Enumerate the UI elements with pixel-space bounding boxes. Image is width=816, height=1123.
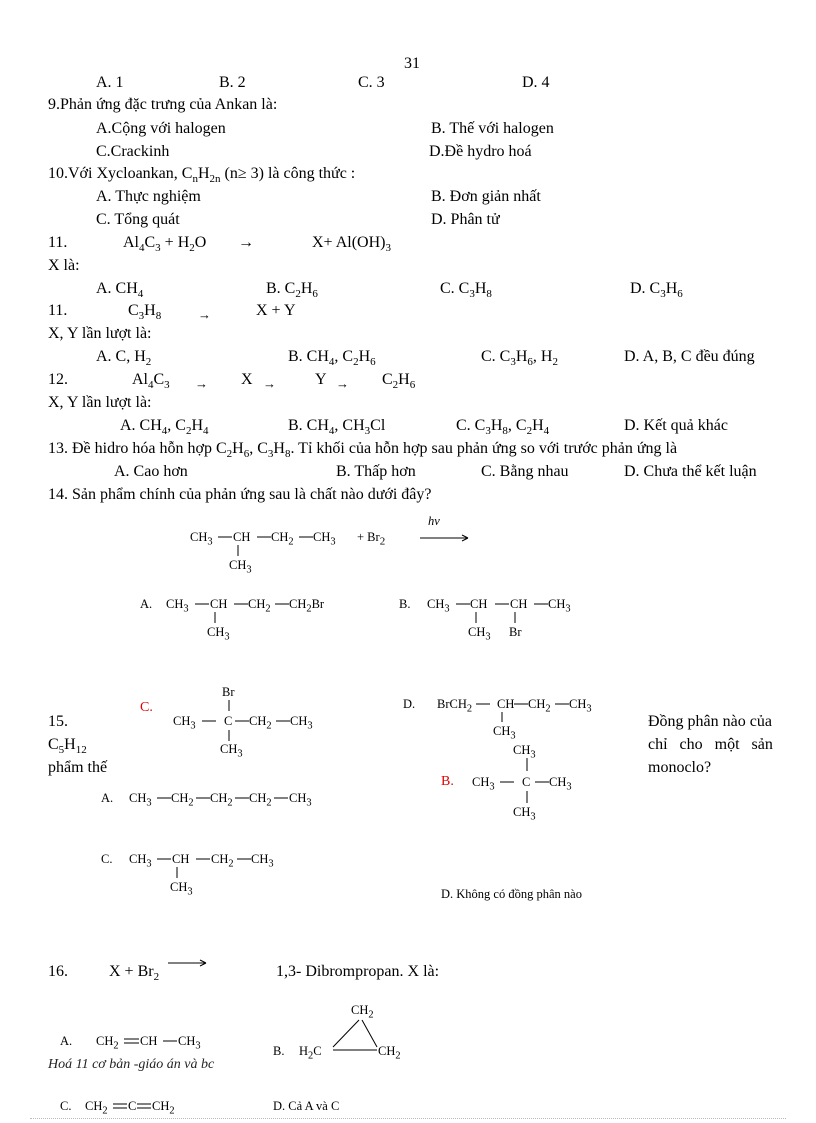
q12-s1: $Al_4C_3$ xyxy=(132,371,170,392)
page-number: 31 xyxy=(404,55,420,72)
q16-b-ch2-right: $CH_2$ xyxy=(378,1044,401,1062)
q14-hv: hv xyxy=(428,514,440,528)
q14-b-ch3: $CH_3$ xyxy=(427,597,450,615)
q11a-arrow: → xyxy=(238,234,254,251)
q12-arrow-2: → xyxy=(263,376,276,391)
q13-option-c: C. Bằng nhau xyxy=(481,463,569,480)
q14-a-structure: $CH_3$ xyxy=(166,597,189,615)
q11a-option-a: A. $CH_4$ xyxy=(96,280,144,301)
q14-reactant-ch3-2: $CH_3$ xyxy=(313,530,336,548)
q15-a-ch2-2: $CH_2$ xyxy=(210,791,233,809)
q15-c-ch3: $CH_3$ xyxy=(129,852,152,870)
q14-c-branch: $CH_3$ xyxy=(220,742,243,760)
q15-right-1: Đồng phân nào của xyxy=(648,713,772,730)
q15-b-ch3-left: $CH_3$ xyxy=(472,775,495,793)
q14-c-br: Br xyxy=(222,685,235,699)
q14-d-brch2: BrCH$_2$ xyxy=(437,697,473,715)
q16-option-b-label: B. xyxy=(273,1044,285,1058)
q13-option-d: D. Chưa thể kết luận xyxy=(624,463,757,480)
q14-option-d-label: D. xyxy=(403,697,416,711)
q16-a-ch: CH xyxy=(140,1034,158,1048)
q11b-lhs: $C_3H_8$ xyxy=(128,302,162,323)
q15-a-ch3: $CH_3$ xyxy=(289,791,312,809)
q16-c-c: C xyxy=(128,1099,137,1113)
q12-s3: Y xyxy=(315,371,327,388)
q14-c-c: C xyxy=(224,714,233,728)
q10-option-c: C. Tổng quát xyxy=(96,211,180,228)
q14-c-ch3-end: $CH_3$ xyxy=(290,714,313,732)
q9-option-b: B. Thế với halogen xyxy=(431,120,554,137)
q12-s4: $C_2H_6$ xyxy=(382,371,416,392)
q14-d-ch2: $CH_2$ xyxy=(528,697,551,715)
q9-stem: 9.Phản ứng đặc trưng của Ankan là: xyxy=(48,96,278,113)
q15-option-b-label: B. xyxy=(441,774,454,789)
q16-option-d: D. Cả A và C xyxy=(273,1099,340,1113)
q11b-arrow: → xyxy=(198,307,211,322)
q11b-option-d: D. A, B, C đều đúng xyxy=(624,348,755,365)
q15-c-ch: CH xyxy=(172,852,190,866)
q15-option-c-label-2: C. xyxy=(101,852,113,866)
q14-reactant-ch2: $CH_2$ xyxy=(271,530,294,548)
q15-c-branch: $CH_3$ xyxy=(170,880,193,898)
q15-b-c: C xyxy=(522,775,531,789)
q10-stem: 10.Với Xycloankan, $C_nH_{2n}$ (n≥ 3) là công thức : xyxy=(48,165,356,186)
q15-option-c-label: C. xyxy=(140,700,153,715)
q15-right-3: monoclo? xyxy=(648,759,712,776)
q15-c-ch3-end: $CH_3$ xyxy=(251,852,274,870)
q14-option-a-label: A. xyxy=(140,597,153,611)
q14-a-branch: $CH_3$ xyxy=(207,625,230,643)
q14-reactant-ch3-branch: $CH_3$ xyxy=(229,558,252,576)
q12-xy-label: X, Y lần lượt là: xyxy=(48,394,152,411)
q15-right-2: chỉ cho một sản xyxy=(648,736,773,753)
q13-option-a: A. Cao hơn xyxy=(114,463,188,480)
q11b-option-b: B. $CH_4$, $C_2H_6$ xyxy=(288,348,376,369)
q11b-number: 11. xyxy=(48,302,68,319)
q16-option-c-label: C. xyxy=(60,1099,72,1113)
q12-arrow-1: → xyxy=(195,376,208,391)
q14-b-ch3-end: $CH_3$ xyxy=(548,597,571,615)
q12-option-a: A. $CH_4$, $C_2H_4$ xyxy=(120,417,209,438)
q11a-rhs: $X+ Al(OH)_3$ xyxy=(312,234,391,255)
q8-option-c: C. 3 xyxy=(358,74,385,91)
q11a-x-label: X là: xyxy=(48,257,80,274)
q14-reagent: + $Br_2$ xyxy=(357,530,386,548)
q12-option-c: C. $C_3H_8$, $C_2H_4$ xyxy=(456,417,550,438)
q16-a-ch2: $CH_2$ xyxy=(96,1034,119,1052)
q16-c-ch2-end: $CH_2$ xyxy=(152,1099,175,1117)
q15-a-structure: $CH_3$ xyxy=(129,791,152,809)
q11a-option-c: C. $C_3H_8$ xyxy=(440,280,492,301)
q11b-option-c: C. $C_3H_6$, $H_2$ xyxy=(481,348,558,369)
q14-d-branch: $CH_3$ xyxy=(493,724,516,742)
q12-s2: X xyxy=(241,371,253,388)
q15-a-ch2-3: $CH_2$ xyxy=(249,791,272,809)
q16-rhs: 1,3- Dibrompropan. X là: xyxy=(276,963,440,980)
q13-stem: 13. Đề hidro hóa hỗn hợp $C_2H_6$, $C_3H_8$. Tỉ khối của hỗn hợp sau phản ứng so với trước phản ứng là xyxy=(48,440,678,461)
q15-b-ch3-top: $CH_3$ xyxy=(513,743,536,761)
q11b-xy-label: X, Y lần lượt là: xyxy=(48,325,152,342)
q15-option-a-label: A. xyxy=(101,791,114,805)
q14-a-ch2: $CH_2$ xyxy=(248,597,271,615)
q15-b-ch3-bottom: $CH_3$ xyxy=(513,805,536,823)
q16-option-a-label: A. xyxy=(60,1034,73,1048)
footer-text: Hoá 11 cơ bản -giáo án và bc xyxy=(48,1057,215,1072)
q14-b-ch-2: CH xyxy=(510,597,528,611)
q14-a-ch: CH xyxy=(210,597,228,611)
q9-option-a: A.Cộng với halogen xyxy=(96,120,226,137)
q10-option-a: A. Thực nghiệm xyxy=(96,188,201,205)
q12-option-b: B. $CH_4$, $CH_3Cl$ xyxy=(288,417,386,438)
q14-b-branch: $CH_3$ xyxy=(468,625,491,643)
q15-c-ch2: $CH_2$ xyxy=(211,852,234,870)
q11b-option-a: A. C, $H_2$ xyxy=(96,348,152,369)
q16-number: 16. xyxy=(48,963,68,980)
q15-option-d: D. Không có đồng phân nào xyxy=(441,887,582,901)
q11a-option-b: B. $C_2H_6$ xyxy=(266,280,318,301)
q12-arrow-3: → xyxy=(336,376,349,391)
bottom-dotted-line xyxy=(30,1118,786,1119)
q14-stem: 14. Sản phẩm chính của phản ứng sau là chất nào dưới đây? xyxy=(48,486,432,503)
q9-option-d: D.Đề hydro hoá xyxy=(429,143,532,160)
q8-option-b: B. 2 xyxy=(219,74,246,91)
q8-option-d: D. 4 xyxy=(522,74,550,91)
q14-b-br: Br xyxy=(509,625,522,639)
q14-option-b-label: B. xyxy=(399,597,411,611)
q14-a-ch2br: $CH_2Br$ xyxy=(289,597,325,615)
q14-c-ch3: $CH_3$ xyxy=(173,714,196,732)
q14-d-ch3: $CH_3$ xyxy=(569,697,592,715)
q15-left-2: phẩm thế xyxy=(48,759,108,776)
q14-c-ch2: $CH_2$ xyxy=(249,714,272,732)
q16-lhs: $X + Br_2$ xyxy=(109,963,160,984)
q10-option-d: D. Phân tử xyxy=(431,211,500,228)
q12-option-d: D. Kết quả khác xyxy=(624,417,728,434)
q14-b-ch-1: CH xyxy=(470,597,488,611)
q16-a-ch3: $CH_3$ xyxy=(178,1034,201,1052)
q10-option-b: B. Đơn giản nhất xyxy=(431,188,541,205)
q8-option-a: A. 1 xyxy=(96,74,124,91)
q16-b-h2c: $H_2C$ xyxy=(299,1044,322,1062)
q14-reactant-ch3-1: $CH_3$ xyxy=(190,530,213,548)
q14-d-ch: CH xyxy=(497,697,515,711)
q9-option-c: C.Crackinh xyxy=(96,143,170,160)
q15-formula: $C_5H_{12}$ xyxy=(48,736,87,757)
q11a-option-d: D. $C_3H_6$ xyxy=(630,280,683,301)
q11a-lhs: $Al_4C_3 + H_2O$ xyxy=(123,234,207,255)
q11b-rhs: X + Y xyxy=(256,302,296,319)
q14-reactant-ch: CH xyxy=(233,530,251,544)
q11a-number: 11. xyxy=(48,234,68,251)
q12-number: 12. xyxy=(48,371,68,388)
q13-option-b: B. Thấp hơn xyxy=(336,463,416,480)
q16-c-ch2: $CH_2$ xyxy=(85,1099,108,1117)
q15-number: 15. xyxy=(48,713,68,730)
q15-b-ch3-right: $CH_3$ xyxy=(549,775,572,793)
q16-b-ch2-top: $CH_2$ xyxy=(351,1003,374,1021)
q15-a-ch2-1: $CH_2$ xyxy=(171,791,194,809)
